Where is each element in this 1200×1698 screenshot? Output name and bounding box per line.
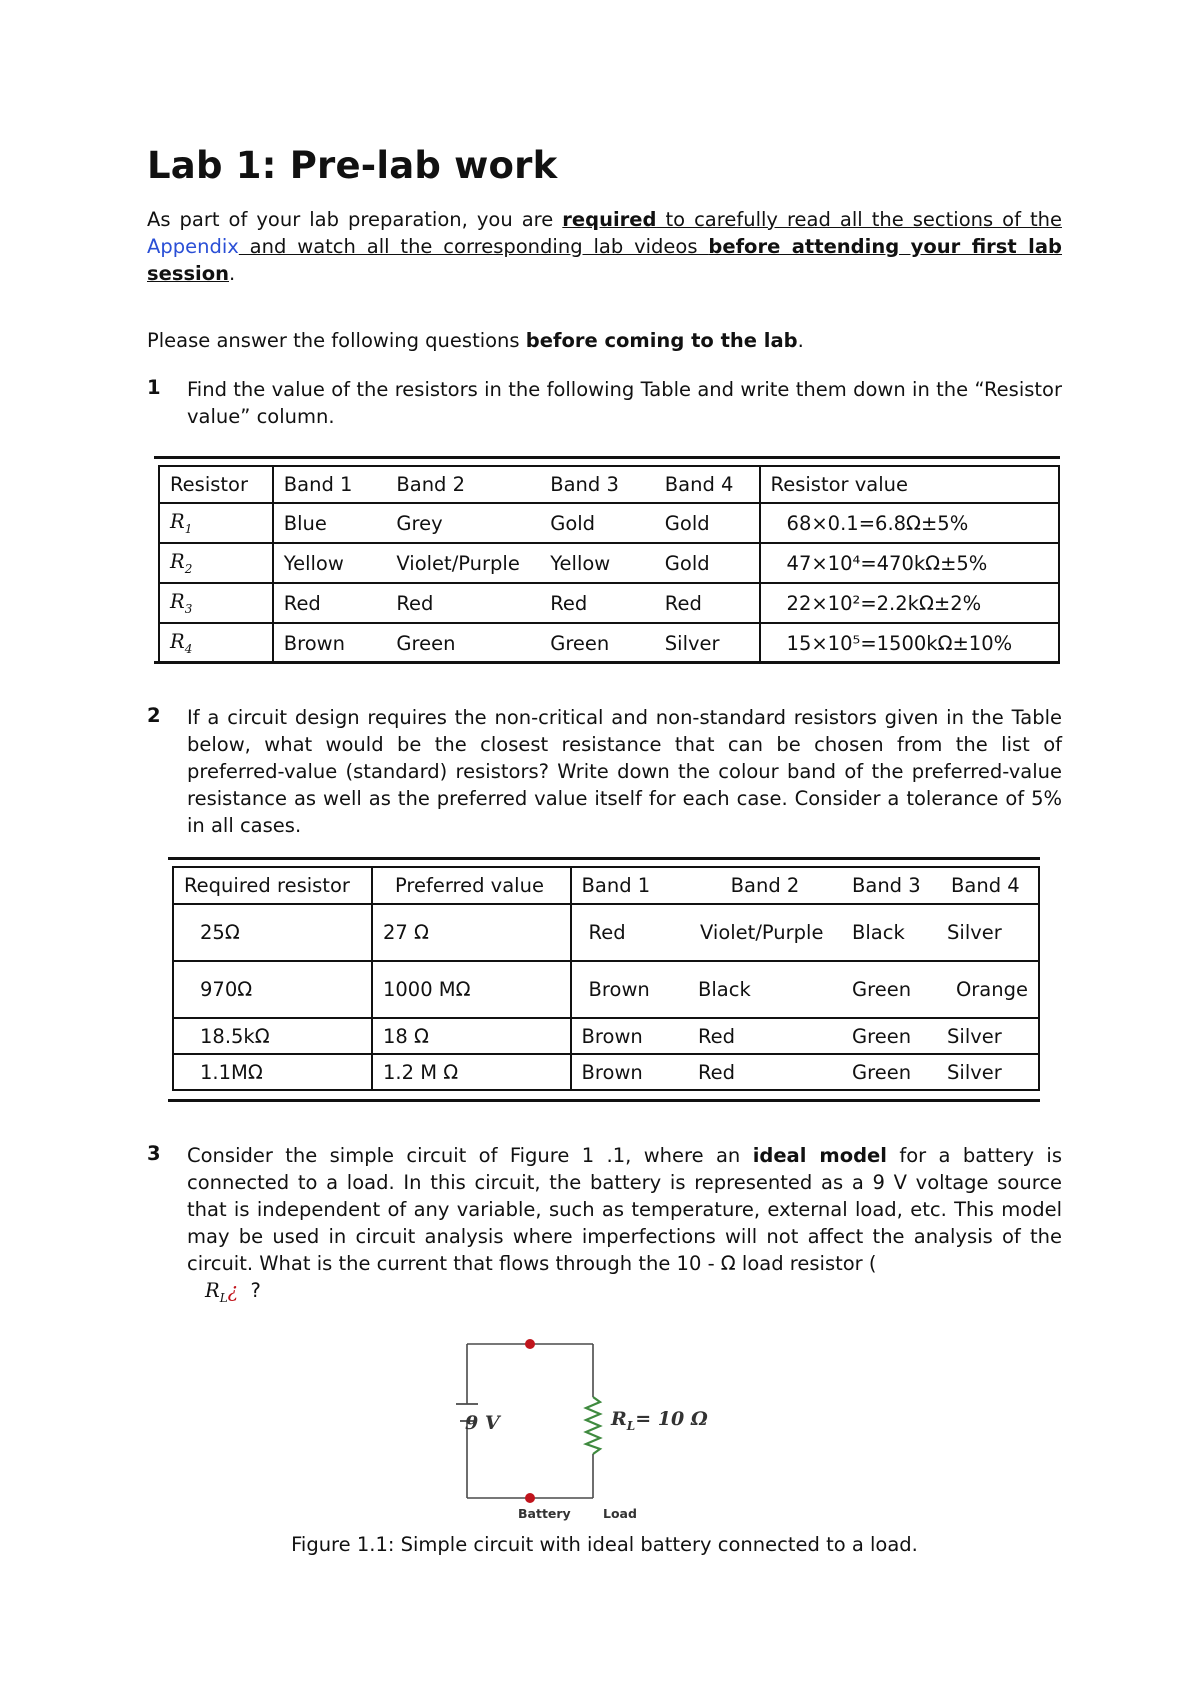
band-3-cell: Green [540,623,655,663]
header-band-3: Band 3 [540,466,655,503]
intro-text-4: . [229,262,236,285]
battery-caption-label: Battery [518,1506,571,1521]
q3-rl-symbol: $R_L$ [205,1279,228,1305]
table-2-bottom-rule [168,1099,1040,1102]
question-1-text: Find the value of the resistors in the following Table and write them down in the “Resistor value” column. [187,378,1062,428]
resistor-table-header [159,466,1059,503]
table-1-top-rule [154,456,1060,459]
preferred-cell: 1.2 M Ω [372,1054,571,1090]
before-first-lab-text: before attending your first lab session [147,235,1062,285]
band-1-cell: Brown [273,623,387,663]
band-4-cell: Silver [941,1018,1039,1054]
header-band-1: Band 1 [571,867,688,904]
q3-text-2: for a battery is connected to a load. In this circuit, the battery is represented as a 9 V voltage source that is independent of any variable, such as temperature, external load, etc. This model may be used in circuit analysis where imperfections will not affect the analysis of the circuit. What is the current that flows through the 10 - Ω load resistor ( [187,1144,1063,1275]
band-4-cell: Gold [655,543,760,583]
required-cell: 18.5kΩ [173,1018,372,1054]
band-2-cell: Black [688,961,842,1018]
resistor-label: $R_2$ [159,543,273,583]
intro-paragraph [147,206,1062,287]
table-row [159,583,1059,623]
load-resistance-label: $R_L= 10$ Ω [611,1408,708,1433]
band-1-cell: Red [571,904,688,961]
band-2-cell: Red [688,1018,842,1054]
table-row [173,1018,1039,1054]
q3-bold: ideal model [752,1144,887,1167]
band-4-cell: Orange [941,961,1039,1018]
instruction-paragraph [147,327,1062,354]
table-row [159,543,1059,583]
instruction-text-1: Please answer the following questions [147,329,526,352]
band-1-cell: Yellow [273,543,387,583]
instruction-bold: before coming to the lab [525,329,798,352]
load-resistor [586,1397,600,1454]
page-title: Lab 1: Pre-lab work [147,144,558,187]
preferred-cell: 27 Ω [372,904,571,961]
q3-glyph: ¿ [227,1279,239,1302]
band-1-cell: Red [273,583,387,623]
band-4-cell: Silver [941,1054,1039,1090]
preferred-table-header [173,867,1039,904]
resistor-value-cell: 15×10⁵=1500kΩ±10% [760,623,1059,663]
band-2-cell: Violet/Purple [386,543,540,583]
header-required-resistor: Required resistor [173,867,372,904]
band-4-cell: Silver [655,623,760,663]
table-row [159,503,1059,543]
preferred-cell: 18 Ω [372,1018,571,1054]
appendix-link[interactable]: Appendix [147,235,239,258]
question-3-text [187,1142,1062,1312]
question-1-number: 1 [147,376,161,399]
table-1-bottom-rule [154,661,1060,664]
resistor-value-cell: 68×0.1=6.8Ω±5% [760,503,1059,543]
band-1-cell: Brown [571,1018,688,1054]
resistor-label: $R_3$ [159,583,273,623]
header-band-3: Band 3 [842,867,941,904]
header-resistor: Resistor [159,466,273,503]
required-cell: 1.1MΩ [173,1054,372,1090]
table-row [173,1054,1039,1090]
instruction-text-2: . [797,329,804,352]
band-2-cell: Green [386,623,540,663]
intro-text-1: As part of your lab preparation, you are [147,208,563,231]
header-band-2: Band 2 [688,867,842,904]
band-2-cell: Violet/Purple [688,904,842,961]
resistor-value-cell: 47×10⁴=470kΩ±5% [760,543,1059,583]
table-row [173,961,1039,1018]
resistor-table [158,465,1060,664]
q3-question-mark: ? [250,1279,261,1302]
band-1-cell: Brown [571,961,688,1018]
q3-text-1: Consider the simple circuit of Figure 1 .1, where an [187,1144,753,1167]
resistor-label: $R_1$ [159,503,273,543]
intro-text-3: and watch all the corresponding lab videos [238,235,709,258]
header-band-4: Band 4 [941,867,1039,904]
question-3-number: 3 [147,1142,161,1165]
band-3-cell: Green [842,961,941,1018]
resistor-value-cell: 22×10²=2.2kΩ±2% [760,583,1059,623]
band-3-cell: Red [540,583,655,623]
band-2-cell: Grey [386,503,540,543]
band-4-cell: Silver [941,904,1039,961]
header-preferred-value: Preferred value [372,867,571,904]
resistor-label: $R_4$ [159,623,273,663]
band-3-cell: Black [842,904,941,961]
question-2-number: 2 [147,704,161,727]
table-2-top-rule [168,857,1040,860]
table-row [159,623,1059,663]
bottom-node [525,1493,535,1503]
required-text: required [562,208,657,231]
band-3-cell: Yellow [540,543,655,583]
preferred-cell: 1000 MΩ [372,961,571,1018]
band-3-cell: Green [842,1018,941,1054]
band-1-cell: Blue [273,503,387,543]
band-2-cell: Red [386,583,540,623]
header-band-4: Band 4 [655,466,760,503]
band-1-cell: Brown [571,1054,688,1090]
header-band-2: Band 2 [386,466,540,503]
table-row [173,904,1039,961]
band-4-cell: Gold [655,503,760,543]
header-resistor-value: Resistor value [760,466,1059,503]
figure-caption: Figure 1.1: Simple circuit with ideal battery connected to a load. [291,1533,918,1556]
band-3-cell: Green [842,1054,941,1090]
load-caption-label: Load [603,1506,637,1521]
battery-voltage-label: 9 V [465,1412,500,1434]
preferred-value-table [172,866,1040,1091]
band-4-cell: Red [655,583,760,623]
required-cell: 970Ω [173,961,372,1018]
required-cell: 25Ω [173,904,372,961]
band-2-cell: Red [688,1054,842,1090]
intro-text-2: to carefully read all the sections of the [656,208,1062,231]
question-2-text: If a circuit design requires the non-critical and non-standard resistors given in the Table below, what would be the closest resistance that can be chosen from the list of preferred-value (standard) resistors? Write down the colour band of the preferred-value resistance as well as the preferred value itself for each case. Consider a tolerance of 5% in all cases. [187,706,1062,837]
band-3-cell: Gold [540,503,655,543]
top-node [525,1339,535,1349]
header-band-1: Band 1 [273,466,387,503]
